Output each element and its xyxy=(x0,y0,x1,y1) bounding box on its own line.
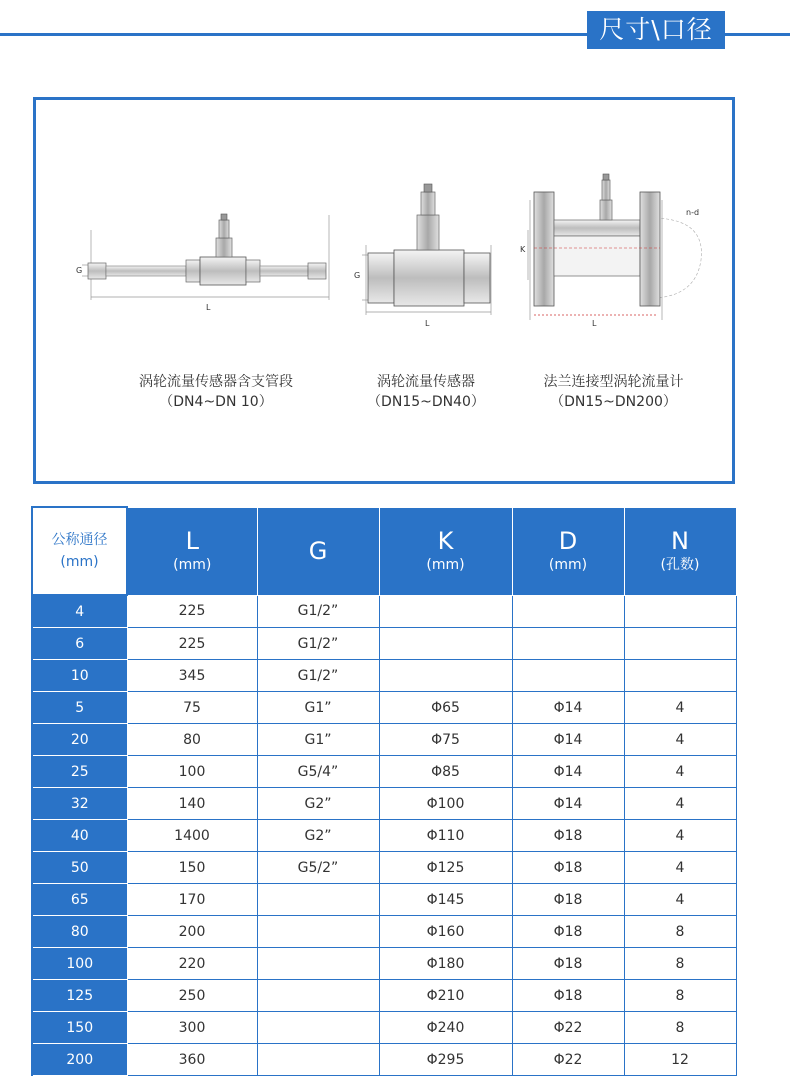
table-row xyxy=(32,1012,736,1044)
table-row xyxy=(32,628,736,660)
cell-n xyxy=(624,628,736,660)
dim-l-1: L xyxy=(206,303,211,312)
table-row xyxy=(32,692,736,724)
cell-k: Φ160 xyxy=(379,916,512,948)
cell-k: Φ145 xyxy=(379,884,512,916)
cell-g xyxy=(257,916,379,948)
table-row xyxy=(32,595,736,628)
cell-k: Φ240 xyxy=(379,1012,512,1044)
cell-l: 360 xyxy=(127,1044,257,1076)
cell-k xyxy=(379,660,512,692)
cell-n: 12 xyxy=(624,1044,736,1076)
cell-l: 75 xyxy=(127,692,257,724)
cell-dn: 65 xyxy=(32,884,127,916)
cell-g: G5/4” xyxy=(257,756,379,788)
dim-k-3: K xyxy=(520,245,526,254)
cell-k: Φ210 xyxy=(379,980,512,1012)
cell-k: Φ75 xyxy=(379,724,512,756)
cell-g: G1” xyxy=(257,724,379,756)
cell-n: 4 xyxy=(624,756,736,788)
cell-l: 225 xyxy=(127,628,257,660)
cell-k xyxy=(379,595,512,628)
cell-n: 4 xyxy=(624,788,736,820)
dim-nd-3: n-d xyxy=(686,208,700,217)
cell-dn: 80 xyxy=(32,916,127,948)
cell-l: 250 xyxy=(127,980,257,1012)
caption-2 xyxy=(351,372,501,412)
cell-g xyxy=(257,948,379,980)
table-body xyxy=(32,595,736,1076)
cell-dn: 150 xyxy=(32,1012,127,1044)
caption-2-name: 涡轮流量传感器 xyxy=(377,374,475,390)
cell-d xyxy=(512,628,624,660)
cell-k: Φ85 xyxy=(379,756,512,788)
cell-g: G1” xyxy=(257,692,379,724)
cell-g xyxy=(257,1044,379,1076)
header-d xyxy=(512,507,624,595)
cell-g xyxy=(257,980,379,1012)
cell-l: 300 xyxy=(127,1012,257,1044)
cell-g xyxy=(257,884,379,916)
header-k xyxy=(379,507,512,595)
cell-g: G1/2” xyxy=(257,595,379,628)
cell-k: Φ295 xyxy=(379,1044,512,1076)
cell-n: 8 xyxy=(624,1012,736,1044)
cell-l: 140 xyxy=(127,788,257,820)
header-l xyxy=(127,507,257,595)
caption-3-name: 法兰连接型涡轮流量计 xyxy=(543,374,684,390)
cell-g xyxy=(257,1012,379,1044)
cell-dn: 6 xyxy=(32,628,127,660)
cell-k: Φ100 xyxy=(379,788,512,820)
table-row xyxy=(32,788,736,820)
table-row xyxy=(32,724,736,756)
cell-l: 345 xyxy=(127,660,257,692)
table-header-row xyxy=(32,507,736,595)
header-l-unit: (mm) xyxy=(173,557,212,573)
header-l-label: L xyxy=(185,527,199,555)
cell-d xyxy=(512,660,624,692)
cell-l: 1400 xyxy=(127,820,257,852)
cell-l: 100 xyxy=(127,756,257,788)
dim-g-2: G xyxy=(354,271,361,280)
cell-dn: 100 xyxy=(32,948,127,980)
cell-dn: 20 xyxy=(32,724,127,756)
cell-d: Φ14 xyxy=(512,756,624,788)
header-g-label: G xyxy=(308,537,328,565)
figure-frame xyxy=(33,97,735,484)
header-d-unit: (mm) xyxy=(548,557,588,573)
header-n-unit: (孔数) xyxy=(660,557,700,573)
header-d-label: D xyxy=(558,527,578,555)
cell-n: 4 xyxy=(624,692,736,724)
cell-d xyxy=(512,595,624,628)
cell-dn: 4 xyxy=(32,595,127,628)
cell-dn: 5 xyxy=(32,692,127,724)
header-nominal-diameter xyxy=(32,507,127,595)
cell-n: 4 xyxy=(624,852,736,884)
cell-n xyxy=(624,660,736,692)
caption-1 xyxy=(96,372,336,412)
cell-l: 220 xyxy=(127,948,257,980)
cell-g: G1/2” xyxy=(257,628,379,660)
cell-k xyxy=(379,628,512,660)
cell-dn: 25 xyxy=(32,756,127,788)
caption-3-range: （DN15~DN200） xyxy=(550,394,677,410)
spec-table xyxy=(31,506,737,1076)
table-row xyxy=(32,948,736,980)
cell-l: 150 xyxy=(127,852,257,884)
cell-dn: 32 xyxy=(32,788,127,820)
cell-k: Φ180 xyxy=(379,948,512,980)
cell-n: 8 xyxy=(624,980,736,1012)
dim-l-2: L xyxy=(425,319,430,328)
table-row xyxy=(32,756,736,788)
section-title: 尺寸\口径 xyxy=(587,11,725,49)
cell-k: Φ125 xyxy=(379,852,512,884)
cell-g: G5/2” xyxy=(257,852,379,884)
cell-d: Φ18 xyxy=(512,852,624,884)
cell-n: 4 xyxy=(624,820,736,852)
caption-1-name: 涡轮流量传感器含支管段 xyxy=(139,374,293,390)
cell-dn: 40 xyxy=(32,820,127,852)
cell-dn: 200 xyxy=(32,1044,127,1076)
sensor-drawings xyxy=(36,100,732,481)
dim-g-1: G xyxy=(76,266,83,275)
cell-dn: 125 xyxy=(32,980,127,1012)
caption-2-range: （DN15~DN40） xyxy=(367,394,485,410)
table-row xyxy=(32,980,736,1012)
cell-l: 80 xyxy=(127,724,257,756)
table-row xyxy=(32,916,736,948)
cell-d: Φ18 xyxy=(512,820,624,852)
table-row xyxy=(32,852,736,884)
cell-n: 4 xyxy=(624,724,736,756)
cell-g: G1/2” xyxy=(257,660,379,692)
header-nominal-diameter-unit: (mm) xyxy=(60,554,99,570)
drawing-sensor-with-pipes xyxy=(76,214,329,312)
drawing-sensor xyxy=(354,184,491,328)
spec-table-wrapper xyxy=(31,506,735,1076)
cell-l: 225 xyxy=(127,595,257,628)
table-row xyxy=(32,1044,736,1076)
cell-d: Φ18 xyxy=(512,948,624,980)
caption-3 xyxy=(516,372,711,412)
dim-l-3: L xyxy=(592,319,597,328)
cell-n: 8 xyxy=(624,916,736,948)
header-n xyxy=(624,507,736,595)
cell-d: Φ18 xyxy=(512,884,624,916)
table-row xyxy=(32,660,736,692)
header-nominal-diameter-label: 公称通径 xyxy=(51,532,108,548)
cell-dn: 50 xyxy=(32,852,127,884)
cell-d: Φ14 xyxy=(512,692,624,724)
header-k-unit: (mm) xyxy=(426,557,465,573)
header-k-label: K xyxy=(437,527,454,555)
table-row xyxy=(32,884,736,916)
caption-1-range: （DN4~DN 10） xyxy=(159,394,273,410)
cell-n: 4 xyxy=(624,884,736,916)
cell-n xyxy=(624,595,736,628)
cell-d: Φ18 xyxy=(512,980,624,1012)
drawing-flange-meter xyxy=(520,174,701,328)
cell-g: G2” xyxy=(257,788,379,820)
cell-l: 200 xyxy=(127,916,257,948)
cell-k: Φ110 xyxy=(379,820,512,852)
cell-k: Φ65 xyxy=(379,692,512,724)
header-n-label: N xyxy=(671,527,689,555)
header-g xyxy=(257,507,379,595)
cell-d: Φ18 xyxy=(512,916,624,948)
cell-l: 170 xyxy=(127,884,257,916)
cell-n: 8 xyxy=(624,948,736,980)
cell-d: Φ22 xyxy=(512,1044,624,1076)
table-row xyxy=(32,820,736,852)
cell-dn: 10 xyxy=(32,660,127,692)
cell-g: G2” xyxy=(257,820,379,852)
cell-d: Φ22 xyxy=(512,1012,624,1044)
cell-d: Φ14 xyxy=(512,724,624,756)
cell-d: Φ14 xyxy=(512,788,624,820)
